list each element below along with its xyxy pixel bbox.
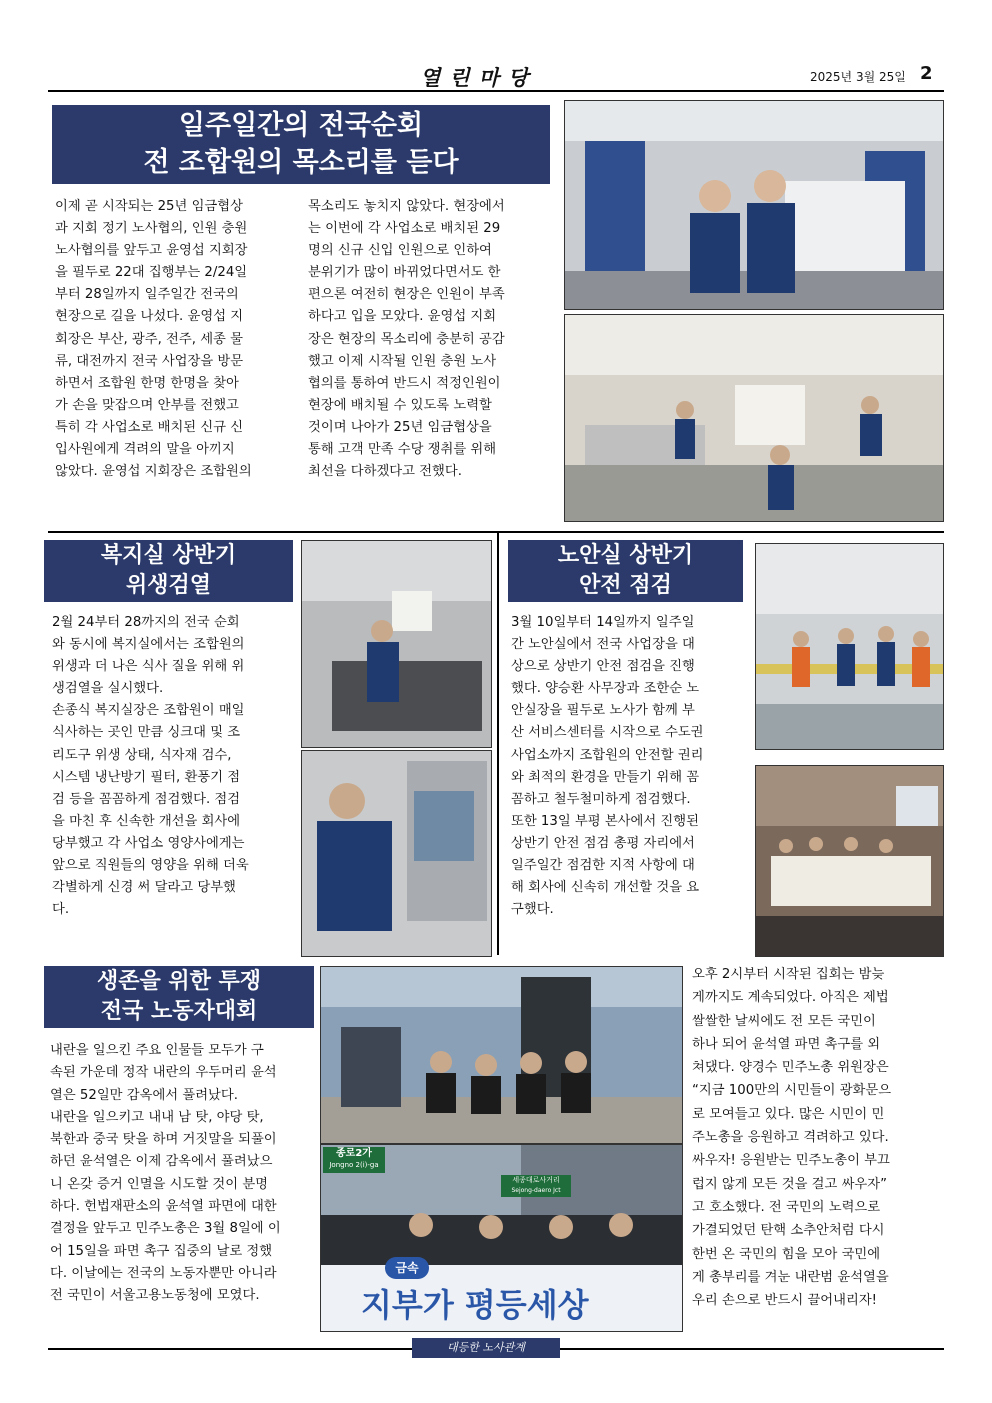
text-line: 협의를 통하여 반드시 적정인원이 (308, 375, 501, 391)
article4-column1 (50, 1040, 312, 1308)
text-line: 현장으로 길을 나섰다. 윤영섭 지 (55, 309, 244, 325)
text-line: 리도구 위생 상태, 식자재 검수, (52, 747, 232, 763)
text-line: 쳐댔다. 양경수 민주노총 위원장은 (692, 1060, 889, 1076)
text-line: 어 15일을 파면 촉구 집중의 날로 정했 (50, 1243, 273, 1259)
sign-jongno-sublabel: Jongno 2(i)-ga (329, 1161, 379, 1169)
text-line: 검 등을 꼼꼼하게 점검했다. 점검 (52, 791, 241, 807)
article3-body (511, 612, 743, 921)
protest-banner-text: 지부가 평등세상 (361, 1286, 589, 1324)
banner-badge-label: 금속 (395, 1261, 419, 1275)
text-line: 와 동시에 복지실에서는 조합원의 (52, 637, 245, 653)
section-divider-vertical (497, 531, 499, 955)
article1-column2 (308, 196, 548, 483)
article2-headline (44, 540, 293, 602)
sign-jongno (323, 1147, 385, 1173)
text-line: 다. 이날에는 전국의 노동자뿐만 아니라 (50, 1265, 277, 1281)
text-line: 손종식 복지실장은 조합원이 매일 (52, 703, 245, 719)
text-line: 와 최적의 환경을 만들기 위해 꼼 (511, 769, 700, 785)
text-line: 하면서 조합원 한명 한명을 찾아 (55, 375, 239, 391)
banner-badge (385, 1257, 429, 1279)
text-line: 편으론 여전히 현장은 인원이 부족 (308, 287, 505, 303)
text-line: 한번 온 국민의 힘을 모아 국민에 (692, 1246, 881, 1262)
text-line: 럽지 않게 모든 것을 걸고 싸우자” (692, 1176, 888, 1192)
article1-headline-line1: 일주일간의 전국순회 (178, 110, 424, 141)
article1-headline-line2: 전 조합원의 목소리를 듣다 (143, 147, 459, 178)
text-line: 명의 신규 신입 인원으로 인하여 (308, 243, 492, 259)
text-line: 을 마친 후 신속한 개선을 회사에 (52, 813, 241, 829)
article2-headline-line1: 복지실 상반기 (100, 543, 237, 568)
text-line: 당부했고 각 사업소 영양사에게는 (52, 835, 245, 851)
text-line: 내란을 일으킨 주요 인물들 모두가 구 (50, 1043, 264, 1058)
text-line: 해 회사에 신속히 개선할 것을 요 (511, 880, 700, 896)
text-line: 로 모여들고 있다. 많은 시민이 민 (692, 1106, 885, 1122)
text-line: 하나 되어 윤석열 파면 촉구를 외 (692, 1036, 881, 1052)
text-line: 게까지도 계속되었다. 아직은 제법 (692, 990, 889, 1006)
text-line: 산 서비스센터를 시작으로 수도권 (511, 725, 704, 741)
text-line: 니 온갖 증거 인멸을 시도할 것이 분명 (50, 1176, 269, 1192)
text-line: 2월 24부터 28까지의 전국 순회 (52, 615, 240, 630)
text-line: 않았다. 윤영섭 지회장은 조합원의 (55, 464, 252, 480)
text-line: 주노총을 응원하고 격려하고 있다. (692, 1130, 889, 1146)
article3-headline-line2: 안전 점검 (579, 573, 672, 598)
text-line: 입사원에게 격려의 말을 아끼지 (55, 442, 235, 458)
text-line: 북한과 중국 탓을 하며 거짓말을 되풀이 (50, 1132, 277, 1148)
article3-headline (508, 540, 743, 602)
sign-sejong (501, 1175, 571, 1197)
text-line: 우리 손으로 반드시 끌어내리자! (692, 1293, 877, 1309)
text-line: 일주일간 점검한 지적 사항에 대 (511, 858, 695, 874)
photo-safety-workshop (755, 543, 944, 750)
text-line: 오후 2시부터 시작된 집회는 밤늦 (692, 967, 885, 982)
sign-sejong-label: 세종대로사거리 (512, 1176, 560, 1184)
text-line: 했고 이제 시작될 인원 충원 노사 (308, 353, 497, 369)
text-line: 현장에 배치될 수 있도록 노력할 (308, 397, 492, 413)
sign-sejong-sublabel: Sejong-daero Jct (511, 1187, 561, 1194)
article3-headline-line1: 노안실 상반기 (557, 543, 694, 568)
text-line: 목소리도 놓치지 않았다. 현장에서 (308, 199, 505, 214)
masthead-title: 열린마당 (420, 65, 538, 90)
text-line: 분위기가 많이 바뀌었다면서도 한 (308, 265, 501, 281)
text-line: 상반기 안전 점검 총평 자리에서 (511, 835, 695, 851)
text-line: 가결되었던 탄핵 소추안처럼 다시 (692, 1223, 885, 1239)
text-line: 다. (52, 902, 70, 918)
text-line: 앞으로 직원들의 영양을 위해 더욱 (52, 858, 249, 874)
text-line: 쌀쌀한 날씨에도 전 모든 국민이 (692, 1013, 876, 1029)
article1-headline (52, 105, 550, 184)
article4-column2 (692, 963, 940, 1312)
footer-slogan-text: 대등한 노사관계 (447, 1341, 525, 1354)
text-line: 전 국민이 서울고용노동청에 모였다. (50, 1288, 260, 1304)
issue-date: 2025년 3월 25일 (810, 70, 906, 84)
article2-body (52, 612, 288, 921)
text-line: 구했다. (511, 902, 554, 918)
text-line: 생검열을 실시했다. (52, 681, 164, 697)
text-line: 통해 고객 만족 수당 쟁취를 위해 (308, 442, 497, 458)
text-line: 하다. 헌법재판소의 윤석열 파면에 대한 (50, 1199, 277, 1215)
text-line: 열은 52일만 감옥에서 풀려났다. (50, 1087, 238, 1103)
text-line: 부터 28일까지 일주일간 전국의 (55, 287, 239, 303)
text-line: 안실장을 필두로 노사가 함께 부 (511, 703, 695, 719)
photo-rally-march (320, 1144, 683, 1332)
photo-safety-meeting (755, 765, 944, 957)
text-line: 노사협의를 앞두고 윤영섭 지회장 (55, 243, 248, 259)
text-line: 하다고 입을 모았다. 윤영섭 지회 (308, 309, 497, 325)
text-line: 또한 13일 부평 본사에서 진행된 (511, 813, 699, 829)
text-line: 위생과 더 나은 식사 질을 위해 위 (52, 659, 245, 675)
text-line: 상으로 상반기 안전 점검을 진행 (511, 659, 695, 675)
text-line: 이제 곧 시작되는 25년 임금협상 (55, 199, 243, 214)
text-line: 는 이번에 각 사업소로 배치된 29 (308, 221, 501, 237)
footer-slogan (412, 1338, 560, 1358)
article4-headline-line2: 전국 노동자대회 (100, 999, 258, 1024)
photo-office-visit (564, 314, 944, 522)
text-line: 고 호소했다. 전 국민의 노력으로 (692, 1199, 881, 1215)
text-line: 을 필두로 22대 집행부는 2/24일 (55, 265, 248, 281)
article4-headline-line1: 생존을 위한 투쟁 (96, 969, 262, 994)
text-line: 최선을 다하겠다고 전했다. (308, 464, 462, 480)
text-line: 했다. 양승환 사무장과 조한순 노 (511, 681, 700, 697)
masthead-rule (48, 90, 944, 92)
photo-rally-group (320, 966, 683, 1144)
text-line: 장은 현장의 목소리에 충분히 공감 (308, 331, 505, 347)
section-divider-horizontal (48, 531, 944, 533)
text-line: 것이며 나아가 25년 임금협상을 (308, 419, 492, 435)
text-line: 시스템 냉난방기 필터, 환풍기 점 (52, 769, 241, 785)
text-line: 가 손을 맞잡으며 안부를 전했고 (55, 397, 239, 413)
text-line: 게 총부리를 겨눈 내란범 윤석열을 (692, 1269, 889, 1285)
text-line: 각별하게 신경 써 달라고 당부했 (52, 880, 236, 896)
text-line: 사업소까지 조합원의 안전할 권리 (511, 747, 704, 763)
article2-headline-line2: 위생검열 (125, 573, 211, 598)
text-line: 하던 윤석열은 이제 감옥에서 풀려났으 (50, 1154, 273, 1170)
text-line: 속된 가운데 정작 내란의 우두머리 윤석 (50, 1065, 277, 1081)
photo-oven-inspection (301, 750, 492, 957)
text-line: 류, 대전까지 전국 사업장을 방문 (55, 353, 244, 369)
page-number: 2 (920, 63, 933, 84)
article1-column1 (55, 196, 291, 483)
article4-headline (44, 966, 314, 1028)
sign-jongno-label: 종로2가 (336, 1148, 372, 1159)
text-line: 간 노안실에서 전국 사업장을 대 (511, 637, 695, 653)
text-line: 결정을 앞두고 민주노총은 3월 8일에 이 (50, 1221, 281, 1237)
text-line: 꼼하고 철두철미하게 점검했다. (511, 791, 691, 807)
text-line: 회장은 부산, 광주, 전주, 세종 물 (55, 331, 243, 347)
text-line: 싸우자! 응원받는 민주노총이 부끄 (692, 1153, 890, 1169)
text-line: “지금 100만의 시민들이 광화문으 (692, 1083, 892, 1099)
text-line: 내란을 일으키고 내내 남 탓, 야당 탓, (50, 1109, 264, 1125)
text-line: 과 지회 정기 노사협의, 인원 충원 (55, 221, 248, 237)
text-line: 식사하는 곳인 만큼 싱크대 및 조 (52, 725, 241, 741)
photo-kitchen-inspection (301, 540, 492, 748)
photo-garage-visit (564, 100, 944, 310)
text-line: 특히 각 사업소로 배치된 신규 신 (55, 419, 244, 435)
text-line: 3월 10일부터 14일까지 일주일 (511, 615, 695, 630)
